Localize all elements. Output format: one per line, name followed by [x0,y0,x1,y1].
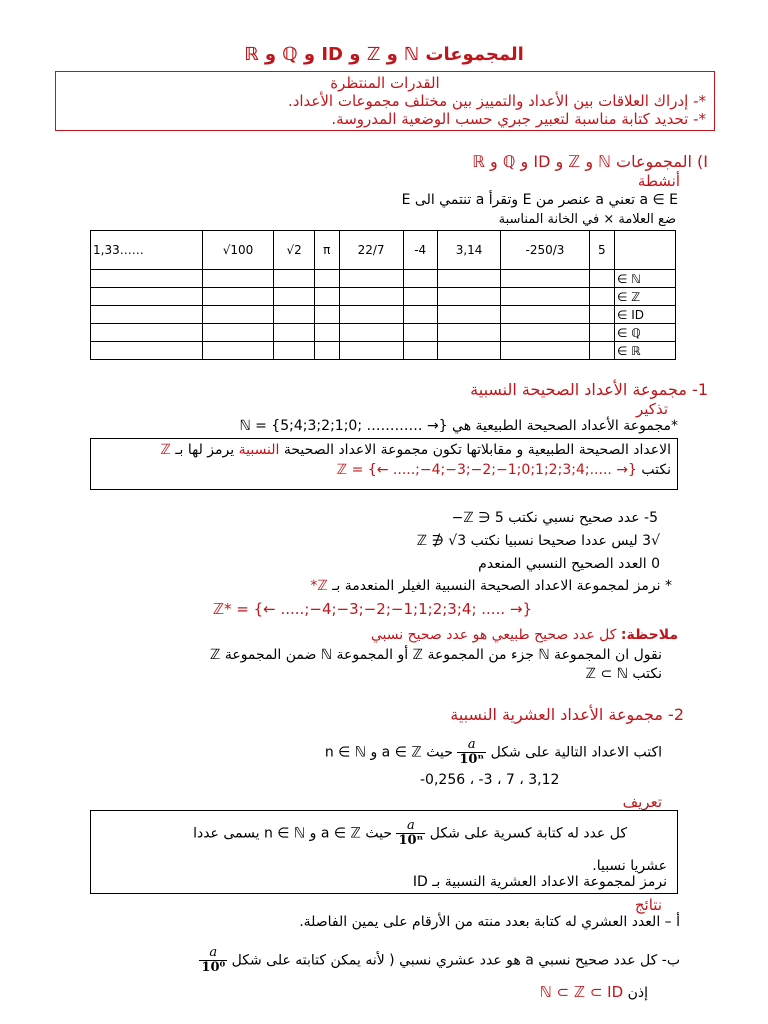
result-2: ب- كل عدد صحيح نسبي a هو عدد عشري نسبي ( لأنه يمكن كتابته على شكل $\frac{a}{\text{10⁰}}$ [201,945,680,975]
header-cell: 3,14 [437,231,501,270]
definition-label: تعريف [622,793,662,811]
result-3: إذن ℕ ⊂ ℤ ⊂ ID [539,983,648,1001]
header-corner [615,231,676,270]
section-1-heading: I) المجموعات ℕ و ℤ و ID و ℚ و ℝ [472,152,708,171]
integers-box-line-1: الاعداد الصحيحة الطبيعية و مقابلاتها تكون مجموعة الاعداد الصحيحة النسبية يرمز لها بـ ℤ [160,442,671,458]
row-label: ∈ ℚ [615,324,676,342]
table-instruction: ضع العلامة × في الخانة المناسبة [498,212,676,227]
table-row [91,270,676,288]
goals-heading: القدرات المنتظرة [330,74,440,92]
results-label: نتائج [634,896,662,914]
header-cell: 5 [589,231,614,270]
activities-label: أنشطة [637,172,680,190]
fraction-a-over-10n: $\frac{a}{\text{10ⁿ}}$ [398,818,424,848]
result-1: أ – العدد العشري له كتابة بعدد منته من الأرقام على يمين الفاصلة. [299,914,680,930]
task-line: اكتب الاعداد التالية على شكل $\frac{a}{\text{10ⁿ}}$ حيث a ∈ ℤ و n ∈ ℕ [324,737,662,767]
membership-line: a ∈ E تعني a عنصر من E وتقرأ a تنتمي الى E [401,192,678,208]
table-row [91,324,676,342]
definition-box [90,810,678,894]
note-line-2: نقول ان المجموعة ℕ جزء من المجموعة ℤ أو المجموعة ℕ ضمن المجموعة ℤ [209,647,662,663]
classification-table [90,230,676,360]
header-cell: 22/7 [339,231,403,270]
fraction-a-over-10-0: $\frac{a}{\text{10⁰}}$ [201,945,226,975]
goal-line-1: *- إدراك العلاقات بين الأعداد والتمييز بين مختلف مجموعات الأعداد. [287,92,706,110]
subsection-1-heading: 1- مجموعة الأعداد الصحيحة النسبية [470,380,708,399]
header-cell: √2 [274,231,315,270]
subsection-2-heading: 2- مجموعة الأعداد العشرية النسبية [450,705,684,724]
table-row [91,342,676,360]
definition-line-2: عشريا نسبيا. [592,858,667,874]
note-line-3: نكتب ℤ ⊂ ℕ [585,666,662,682]
row-label: ∈ ID [615,306,676,324]
table-header-row [91,231,676,270]
fraction-a-over-10n: $\frac{a}{\text{10ⁿ}}$ [459,737,485,767]
page-title: المجموعات ℕ و ℤ و ID و ℚ و ℝ [244,44,524,65]
row-label: ∈ ℝ [615,342,676,360]
header-cell: -4 [403,231,437,270]
row-label: ∈ ℕ [615,270,676,288]
integers-box [90,438,678,490]
example-1: 5- عدد صحيح نسبي نكتب ℤ ∋ 5− [451,510,658,526]
reminder-label: تذكير [636,400,668,418]
header-cell: -250/3 [501,231,589,270]
goals-box [55,71,715,131]
example-3: 0 العدد الصحيح النسبي المنعدم [478,556,660,572]
header-cell: 1,33…… [91,231,203,270]
zstar-line: * نرمز لمجموعة الاعداد الصحيحة النسبية الغيلر المنعدمة بـ ℤ* [310,578,672,594]
example-2: √3 ليس عددا صحيحا نسبيا نكتب ℤ ∌ √3 [416,533,660,549]
zstar-set: {→ ..... ;4;3;2;1;1−;2−;3−;4−;..... ←} = *ℤ [212,600,532,618]
numbers-list: -0,256 ، -3 ، 7 ، 3,12 [420,772,560,788]
note-line-1: ملاحظة: كل عدد صحيح طبيعي هو عدد صحيح نسبي [370,627,678,643]
header-cell: √100 [202,231,273,270]
table-row [91,288,676,306]
row-label: ∈ ℤ [615,288,676,306]
naturals-set: *مجموعة الأعداد الصحيحة الطبيعية هي {→ ………… ;0;1;2;3;4;5} = ℕ [239,418,678,434]
goal-line-2: *- تحديد كتابة مناسبة لتعبير جبري حسب الوضعية المدروسة. [331,110,706,128]
definition-line-3: نرمز لمجموعة الاعداد العشرية النسبية بـ ID [412,874,667,890]
definition-line-1: كل عدد له كتابة كسرية على شكل $\frac{a}{\text{10ⁿ}}$ حيث a ∈ ℤ و n ∈ ℕ يسمى عددا [193,818,627,848]
table-row [91,306,676,324]
integers-box-line-2: نكتب {→ .....;4;3;2;1;0;1−;2−;3−;4−;..... ←} = ℤ [336,462,671,478]
header-cell: π [314,231,339,270]
